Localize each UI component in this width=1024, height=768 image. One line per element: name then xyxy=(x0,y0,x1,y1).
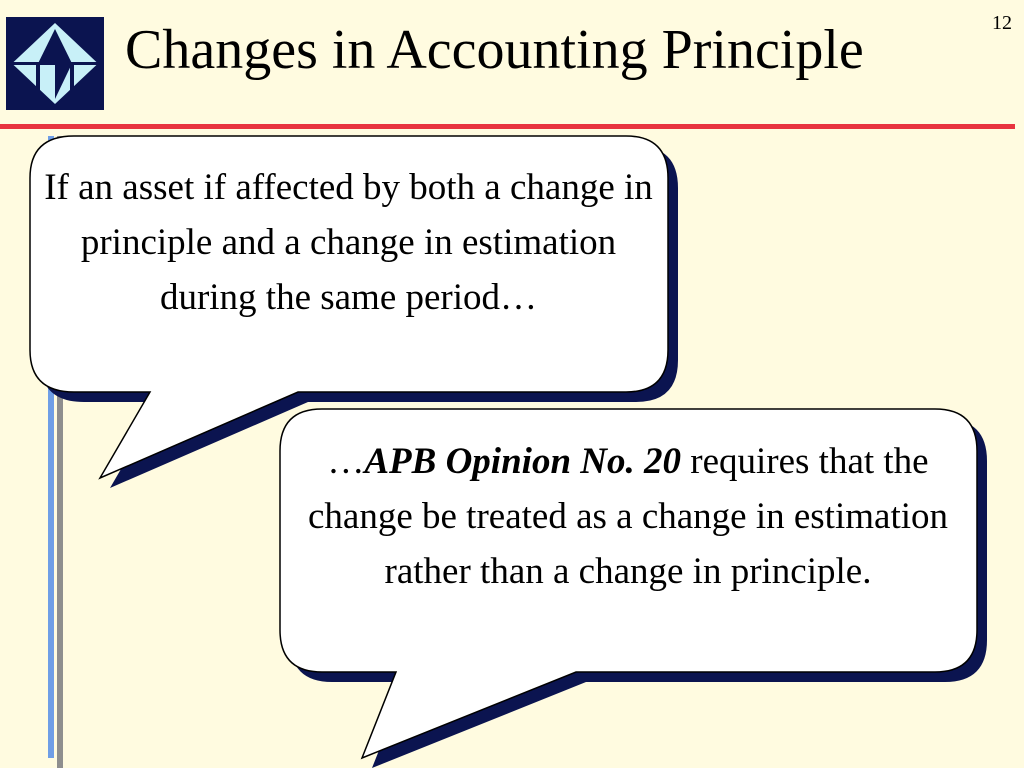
slide-title: Changes in Accounting Principle xyxy=(125,19,864,81)
speech-bubble-1-text: If an asset if affected by both a change in principle and a change in estimation during the same period… xyxy=(44,167,653,318)
speech-bubble-2-text xyxy=(290,434,966,599)
ellipsis-prefix: … xyxy=(327,441,365,482)
page-number: 12 xyxy=(992,12,1012,34)
bubble-2-body-text: requires that the change be treated as a change in estimation rather than a change in principle. xyxy=(307,441,949,592)
apb-opinion-reference: APB Opinion No. 20 xyxy=(364,441,681,482)
